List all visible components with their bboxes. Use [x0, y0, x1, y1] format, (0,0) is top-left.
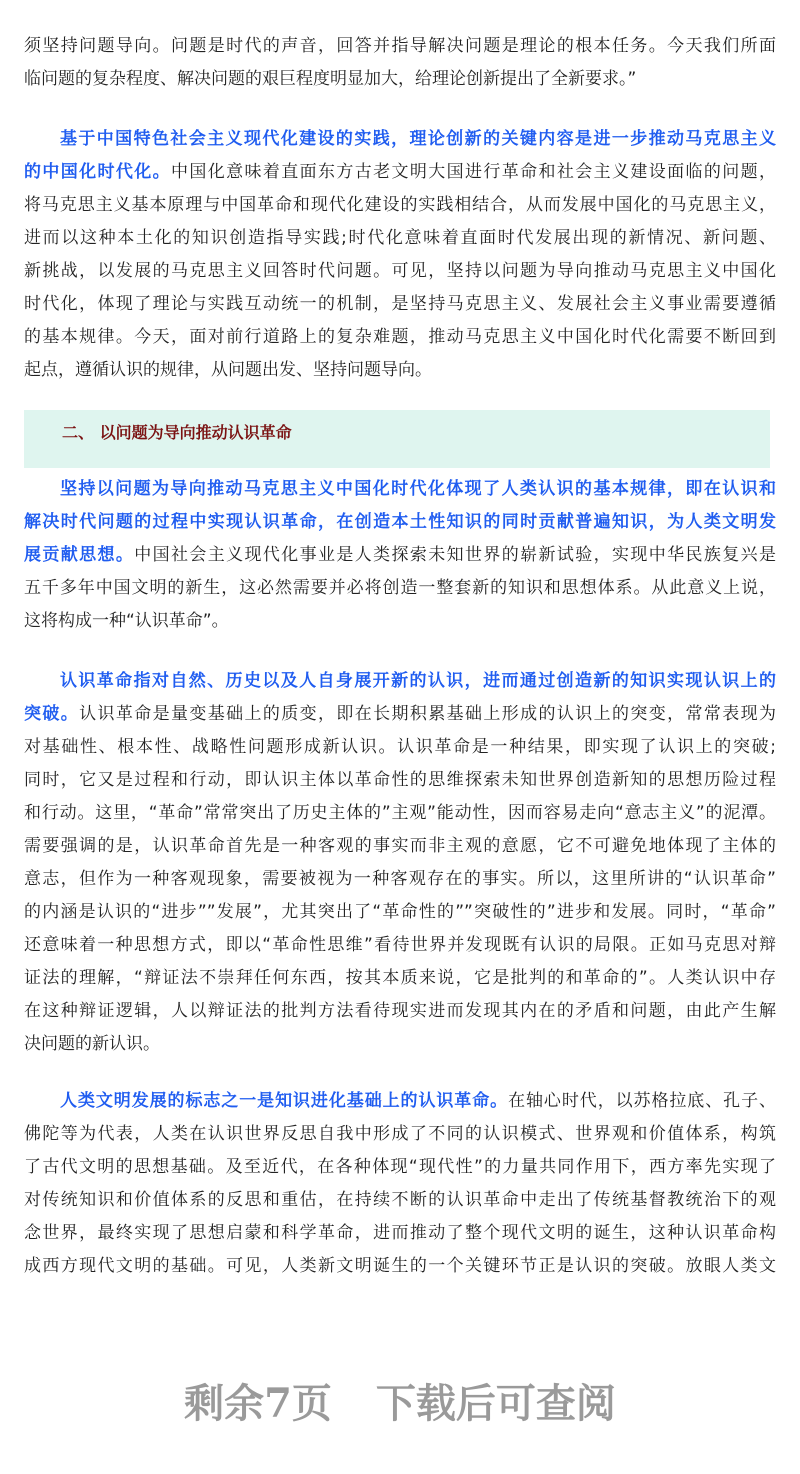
text-line: [24, 1184, 776, 1217]
emphasis-text: 基于中国特色社会主义现代化建设的实践，理论创新的关键内容是进一步推动马克思主义: [60, 129, 776, 149]
text-line: [24, 698, 776, 731]
section-heading-box: [24, 410, 770, 468]
body-text: 对基础性、根本性、战略性问题形成新认识。认识革命是一种结果，即实现了认识上的突破;: [24, 737, 776, 757]
body-text: 时代化，体现了理论与实践互动统一的机制，是坚持马克思主义、发展社会主义事业需要遵循: [24, 294, 776, 314]
paragraph-3: [24, 473, 776, 638]
text-line: [24, 665, 776, 698]
text-line: [24, 929, 776, 962]
text-line: [24, 1085, 776, 1118]
text-line: [24, 156, 776, 189]
body-text: 成西方现代文明的基础。可见，人类新文明诞生的一个关键环节正是认识的突破。放眼人类文: [24, 1256, 776, 1276]
emphasis-text: 突破。: [24, 704, 80, 724]
text-line: [24, 473, 776, 506]
text-line: [24, 572, 776, 605]
text-line: [24, 1250, 776, 1283]
body-text: 临问题的复杂程度、解决问题的艰巨程度明显加大，给理论创新提出了全新要求。”: [24, 69, 637, 89]
emphasis-text: 展贡献思想。: [24, 545, 135, 565]
text-line: [24, 506, 776, 539]
text-line: [24, 605, 776, 638]
text-line: [24, 830, 776, 863]
emphasis-text: 坚持以问题为导向推动马克思主义中国化时代化体现了人类认识的基本规律，即在认识和: [60, 479, 776, 499]
body-text: 的内涵是认识的“进步””发展”，尤其突出了“革命性的””突破性的”进步和发展。同时，“革命”: [24, 902, 776, 922]
paragraph-2: [24, 123, 776, 387]
emphasis-text: 人类文明发展的标志之一是知识进化基础上的认识革命。: [60, 1091, 509, 1111]
body-text: 须坚持问题导向。问题是时代的声音，回答并指导解决问题是理论的根本任务。今天我们所面: [24, 36, 776, 56]
body-text: 在这种辩证逻辑，人以辩证法的批判方法看待现实进而发现其内在的矛盾和问题，由此产生解: [24, 1001, 776, 1021]
text-line: [24, 123, 776, 156]
text-line: [24, 797, 776, 830]
text-line: [24, 1217, 776, 1250]
body-text: 在轴心时代，以苏格拉底、孔子、: [508, 1091, 777, 1111]
text-line: [24, 354, 776, 387]
body-text: 五千多年中国文明的新生，这必然需要并必将创造一整套新的知识和思想体系。从此意义上说，: [24, 578, 776, 598]
body-text: 意志，但作为一种客观现象，需要被视为一种客观存在的事实。所以，这里所讲的“认识革命”: [24, 869, 776, 889]
body-text: 了古代文明的思想基础。及至近代，在各种体现“现代性”的力量共同作用下，西方率先实现了: [24, 1157, 776, 1177]
text-line: [24, 962, 776, 995]
text-line: [24, 896, 776, 929]
text-line: [24, 255, 776, 288]
text-line: [24, 539, 776, 572]
text-line: [24, 995, 776, 1028]
body-text: 中国化意味着直面东方古老文明大国进行革命和社会主义建设面临的问题，: [171, 162, 776, 182]
body-text: 将马克思主义基本原理与中国革命和现代化建设的实践相结合，从而发展中国化的马克思主义，: [24, 195, 776, 215]
body-text: 起点，遵循认识的规律，从问题出发、坚持问题导向。: [24, 360, 432, 380]
text-line: [24, 764, 776, 797]
paragraph-4: [24, 665, 776, 1061]
section-heading: 二、 以问题为导向推动认识革命: [62, 423, 292, 442]
text-line: [24, 1151, 776, 1184]
emphasis-text: 的中国化时代化。: [24, 162, 171, 182]
text-line: [24, 321, 776, 354]
body-text: 念世界，最终实现了思想启蒙和科学革命，进而推动了整个现代文明的诞生，这种认识革命构: [24, 1223, 776, 1243]
paragraph-5: [24, 1085, 776, 1283]
remaining-pages-text: 剩余7页: [184, 1380, 332, 1427]
text-line: [24, 222, 776, 255]
body-text: 还意味着一种思想方式，即以“革命性思维”看待世界并发现既有认识的局限。正如马克思对辩: [24, 935, 776, 955]
body-text: 同时，它又是过程和行动，即认识主体以革命性的思维探索未知世界创造新知的思想历险过程: [24, 770, 776, 790]
body-text: 进而以这种本土化的知识创造指导实践;时代化意味着直面时代发展出现的新情况、新问题、: [24, 228, 776, 248]
text-line: [24, 1028, 776, 1061]
emphasis-text: 认识革命指对自然、历史以及人自身展开新的认识，进而通过创造新的知识实现认识上的: [60, 671, 776, 691]
body-text: 需要强调的是，认识革命首先是一种客观的事实而非主观的意愿，它不可避免地体现了主体的: [24, 836, 776, 856]
text-line: [24, 731, 776, 764]
paragraph-1: [24, 30, 776, 96]
body-text: 决问题的新认识。: [24, 1034, 160, 1054]
body-text: 对传统知识和价值体系的反思和重估，在持续不断的认识革命中走出了传统基督教统治下的观: [24, 1190, 776, 1210]
body-text: 的基本规律。今天，面对前行道路上的复杂难题，推动马克思主义中国化时代化需要不断回到: [24, 327, 776, 347]
download-prompt[interactable]: [0, 1372, 800, 1429]
body-text: 这将构成一种“认识革命”。: [24, 611, 229, 631]
body-text: 中国社会主义现代化事业是人类探索未知世界的崭新试验，实现中华民族复兴是: [134, 545, 776, 565]
text-line: [24, 1118, 776, 1151]
download-hint-text: 下载后可查阅: [375, 1380, 616, 1427]
body-text: 认识革命是量变基础上的质变，即在长期积累基础上形成的认识上的突变，常常表现为: [79, 704, 776, 724]
text-line: [24, 30, 776, 63]
text-line: [24, 863, 776, 896]
text-line: [24, 63, 776, 96]
body-text: 佛陀等为代表，人类在认识世界反思自我中形成了不同的认识模式、世界观和价值体系，构筑: [24, 1124, 776, 1144]
body-text: 和行动。这里，“革命”常常突出了历史主体的”主观”能动性，因而容易走向“意志主义”的泥潭。: [24, 803, 776, 823]
text-line: [24, 189, 776, 222]
body-text: 证法的理解，“辩证法不崇拜任何东西，按其本质来说，它是批判的和革命的”。人类认识中存: [24, 968, 776, 988]
text-line: [24, 288, 776, 321]
emphasis-text: 解决时代问题的过程中实现认识革命，在创造本土性知识的同时贡献普遍知识，为人类文明发: [24, 512, 776, 532]
body-text: 新挑战，以发展的马克思主义回答时代问题。可见，坚持以问题为导向推动马克思主义中国化: [24, 261, 776, 281]
